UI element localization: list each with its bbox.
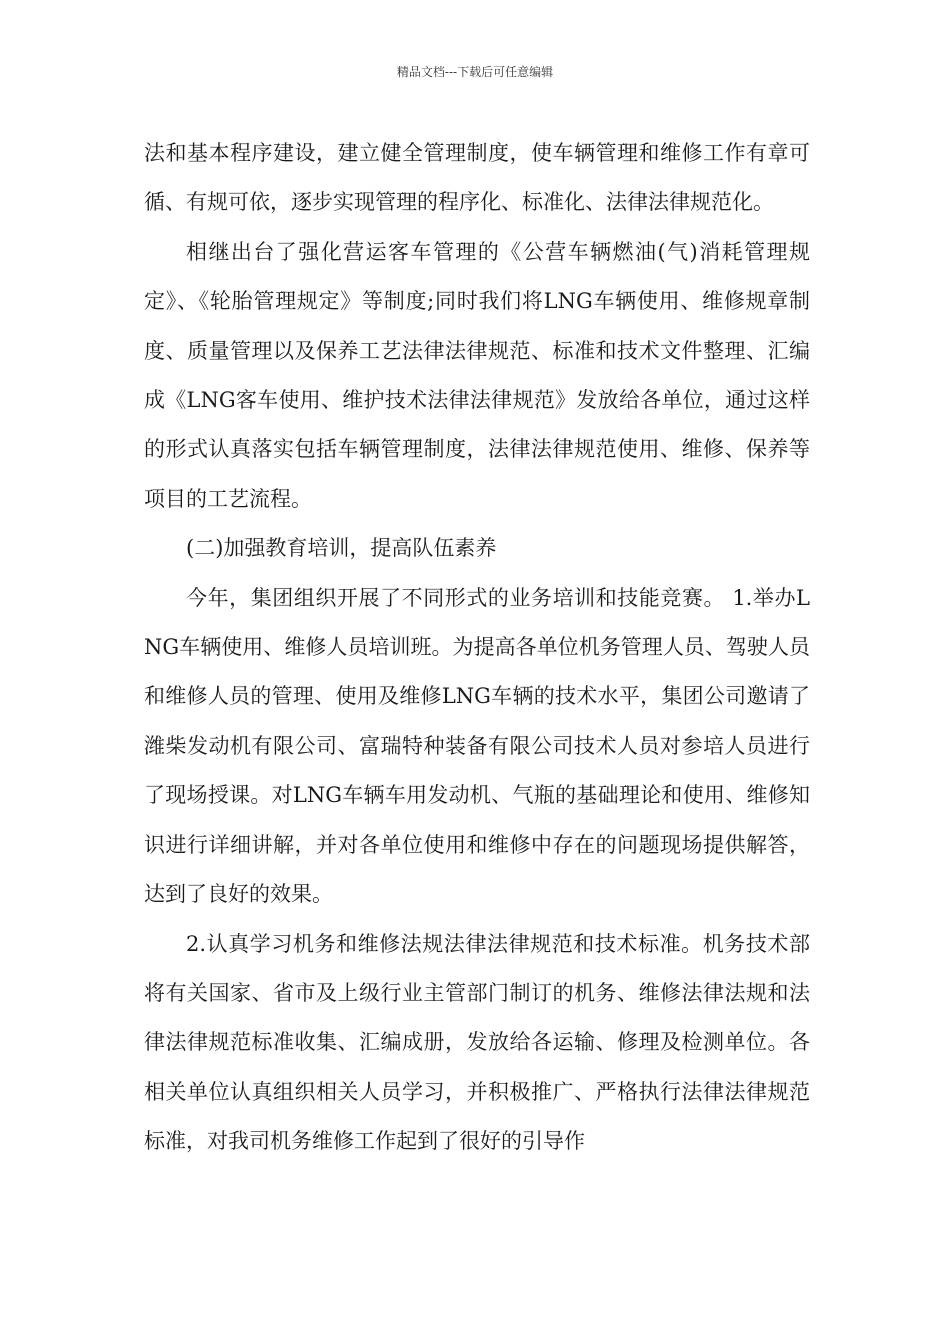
section-heading: (二)加强教育培训，提高队伍素养 [186,536,497,561]
paragraph-1: 法和基本程序建设，建立健全管理制度，使车辆管理和维修工作有章可循、有规可依，逐步实现管理的程序化、标准化、法律法律规范化。 [144,141,810,215]
page-header: 精品文档---下载后可任意编辑 [396,65,554,79]
paragraph-3: 今年，集团组织开展了不同形式的业务培训和技能竞赛。 1.举办LNG车辆使用、维修人员培训班。为提高各单位机务管理人员、驾驶人员和维修人员的管理、使用及维修LNG车辆的技术水平，集团公司邀请了潍柴发动机有限公司、富瑞特种装备有限公司技术人员对参培人员进行了现场授课。对LNG车辆车用发动机、气瓶的基础理论和使用、维修知识进行详细讲解，并对各单位使用和维修中存在的问题现场提供解答，达到了良好的效果。 [144,585,810,907]
paragraph-2: 相继出台了强化营运客车管理的《公营车辆燃油(气)消耗管理规定》、《轮胎管理规定》等制度;同时我们将LNG车辆使用、维修规章制度、质量管理以及保养工艺法律法律规范、标准和技术文件整理、汇编成《LNG客车使用、维护技术法律法律规范》发放给各单位，通过这样的形式认真落实包括车辆管理制度，法律法律规范使用、维修、保养等项目的工艺流程。 [144,239,810,511]
paragraph-4: 2.认真学习机务和维修法规法律法律规范和技术标准。机务技术部将有关国家、省市及上级行业主管部门制订的机务、维修法律法规和法律法律规范标准收集、汇编成册，发放给各运输、修理及检测单位。各相关单位认真组织相关人员学习，并积极推广、严格执行法律法律规范标准，对我司机务维修工作起到了很好的引导作 [144,931,810,1154]
document-body [144,129,810,1167]
